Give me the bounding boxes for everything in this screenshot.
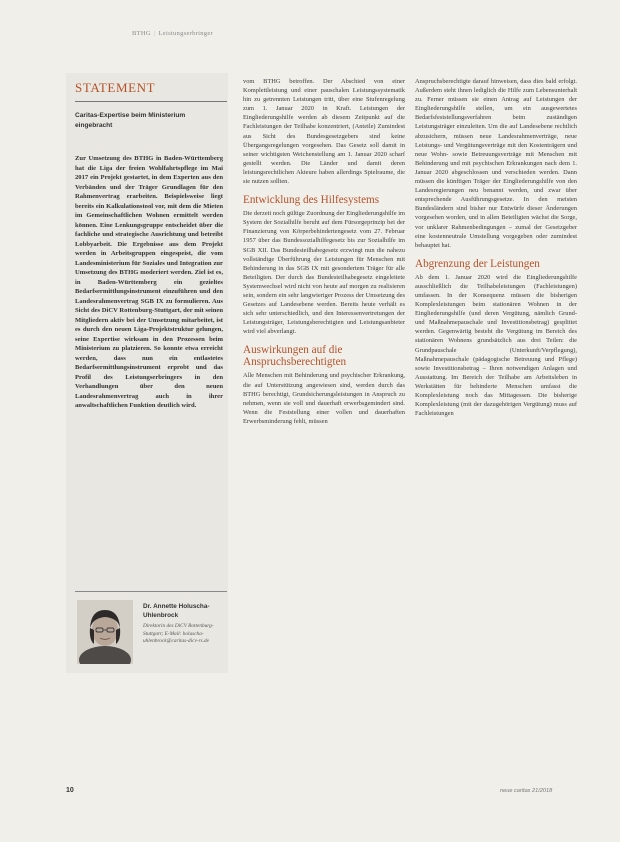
heading-abgrenzung: Abgrenzung der Leistungen	[415, 257, 540, 270]
author-role: Direktorin des DiCV Rottenburg-Stuttgart; E-Mail: holuscha-uhlenbrock@caritas-dicv-rs.de	[143, 623, 214, 645]
header-subsection: Leistungserbringer	[158, 30, 214, 37]
header-section: BTHG	[132, 30, 151, 37]
page-number: 10	[66, 787, 74, 794]
author-photo	[77, 600, 133, 664]
article-column-3	[415, 77, 577, 418]
statement-title: STATEMENT	[75, 80, 156, 95]
publication-source: neue caritas 21/2018	[500, 788, 553, 794]
author-portrait-image	[77, 600, 133, 664]
author-divider	[75, 591, 227, 592]
heading-auswirkungen: Auswirkungen auf die Anspruchsberechtigten	[243, 344, 347, 369]
statement-subtitle: Caritas-Expertise beim Ministerium eingebracht	[75, 112, 186, 129]
statement-body: Zur Umsetzung des BTHG in Baden-Württemberg hat die Liga der freien Wohlfahrtspflege im Mai 2017 ein Projekt gestartet, in dem Experten aus den Verbänden und der Träger Grundlagen für den Rahmenvertrag erarbeiten. Beispielsweise liegt bereits ein Kalkulationstool vor, mit dem die Mieten im Gemeinschaftlichen Wohnen ermittelt werden können. Eine Lenkungsgruppe entscheidet über die fachliche und strategische Ausrichtung und betreibt Lobbyarbeit. Die Ergebnisse aus dem Projekt werden in Arbeitsgruppen eingespeist, die vom Landesministerium für Soziales und Integration zur Umsetzung des BTHG moderiert werden. Ziel ist es, in Baden-Württemberg ein gezieltes Bedarfsermittlungsinstrument einzuführen und den Landesrahmenvertrag SGB IX zu formulieren. Aus Sicht des DiCV Rottenburg-Stuttgart, der mit seinen Mitgliedern aktiv bei der Umsetzung mitarbeitet, ist es durch den neuen Liga-Projektstruktur gelungen, seine Expertise wirksam in den Prozessen beim Ministerium zu platzieren. So konnte etwa erreicht werden, dass nun ein entlastetes Bedarfsermittlungsinstrument erprobt und das Profil des Leistungserbringers in den Verhandlungen über den neuen Landesrahmenvertrag auch in ihrer anwaltschaftlichen Funktion deutlich wird.	[75, 155, 223, 409]
column3-intro: Anspruchsberechtigte darauf hinweisen, dass dies bald erfolgt. Außerdem steht ihnen lediglich die Hilfe zum Lebensunterhalt zu. Ferner müssen sie einen Antrag auf Leistungen der Eingliederungshilfe stellen, um ein ausgewertetes Bedarfsfeststellungsverfahren beim zuständigen Leistungsträger einzuleiten. Um die auf Landesebene rechtlich abzusichern, müssen neue Landesrahmenverträge, neue Leistungs- und Vergütungsverträge mit den Kostenträgern und neue Wohn- sowie Betreuungsverträge mit Menschen mit Behinderung und mit psychischen Erkrankungen nach dem 1. Januar 2020 abgeschlossen und verschieden werden. Dann müssen die künftigen Träger der Eingliederungshilfe von den Landesregierungen neu benannt werden, und zwar über entsprechende Ausführungsgesetze. In den meisten Bundesländern sind bisher nur Entwürfe dieser Änderungen vorgesehen worden, und in allen Beteiligten wächst die Sorge, vor unklarer Rahmenbedingungen – zumal der Gesetzgeber eine kostenneutrale Umstellung vorgegeben oder zumindest behauptet hat.	[415, 78, 577, 249]
header-separator: |	[153, 30, 156, 37]
column3-para1: Ab dem 1. Januar 2020 wird die Eingliederungshilfe ausschließlich die Teilhabeleistungen (Fachleistungen) umfassen. In der Konsequenz müssen die bisherigen Komplexleistungen beim stationären Wohnen in der Eingliederungshilfe (und deren Vergütung, nämlich Grund- und Maßnahmepauschale und Investitionsbetrag) gesplittet werden. Gegenwärtig besteht die Vergütung im Bereich des stationären Wohnens grundsätzlich aus drei Teilen: die Grundpauschale (Unterkunft/Verpflegung), Maßnahmepauschale (pädagogische Betreuung und Pflege) sowie Investitionsbetrag – Ihren notwendigen Anlagen und Ausstattung. Im Bereich der Teilhabe am Arbeitsleben in Werkstätten für behinderte Menschen umfasst die Komplexleistung noch das Mittagessen. Die bisherige Komplexleistung (mit der dazugehörigen Vergütung) muss auf Fachleistungen	[415, 273, 577, 418]
author-name: Dr. Annette Holuscha-Uhlenbrock	[143, 603, 210, 619]
column2-para2: Alle Menschen mit Behinderung und psychischer Erkrankung, die auf Unterstützung angewiesen sind, werden durch das BTHG berechtigt, Grundsicherungsleistungen in Anspruch zu nehmen, wenn sie voll und dauerhaft erwerbsgemindert sind. Wenn die Feststellung einer vollen und dauerhaften Erwerbsminderung fehlt, müssen	[243, 372, 405, 425]
heading-entwicklung: Entwicklung des Hilfesystems	[243, 194, 380, 207]
column2-intro: vom BTHG betroffen. Der Abschied von einer Komplettleistung und einer pauschalen Leistungssystematik hin zu getrennten Leistungen tritt, über eine Stufenregelung zum 1. Januar 2020 in Kraft. Leistungen der Eingliederungshilfe werden ab diesem Zeitpunkt auf die Fachleistungen der Teilhabe konzentriert, (Anteile) Zumindest aus Sicht des Bundesgesetzgebers sind keine Übergangsregelungen vorgesehen. Das Gesetz soll damit in seiner wichtigsten Weichenstellung am 1. Januar 2020 scharf gestellt werden. Die Länder und damit deren leistungsrechtlichen Akteure haben allerdings Spielraume, die sie nutzen sollten.	[243, 78, 405, 186]
column2-para1: Die derzeit noch gültige Zuordnung der Eingliederungshilfe im System der Sozialhilfe beruht auf dem Fürsorgeprinzip bei der Finanzierung von Körperbehindertengesetz vom 27. Februar 1957 über das Bundessozialhilfegesetz bis zur Sozialhilfe im SGB XII. Das Bundesteilhabegesetz erzwingt nun die nahezu vollständige Überführung der Leistungen für Menschen mit Behinderung in das SGB IX mit gesondertem Träger für alle Beteiligten. Der durch das Bundesteilhabegesetz eingeleitete Systemwechsel wird nicht von heute auf morgen zu realisieren sein, sondern ein sehr langwieriger Prozess der Umsetzung des Gesetzes auf Landesebene werden. Bereits heute verhält es sich sehr unterschiedlich, und den Interessenvertretungen der Leistungsträger, Leistungsberechtigten und Leistungsanbieter wird viel abverlangt.	[243, 210, 405, 336]
article-column-2	[243, 77, 405, 426]
statement-divider	[75, 101, 227, 102]
running-header	[132, 30, 213, 37]
